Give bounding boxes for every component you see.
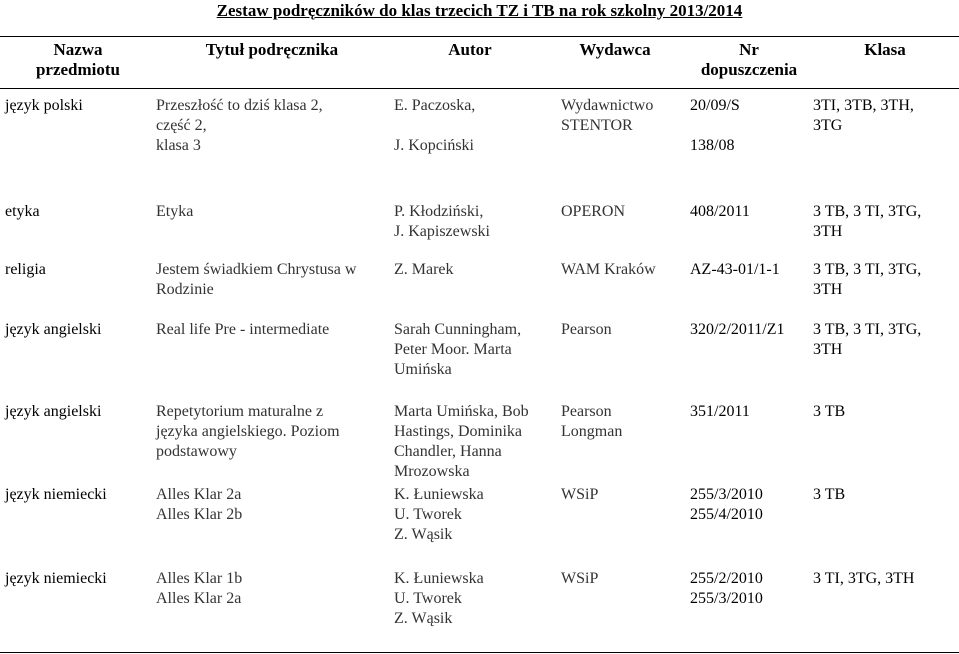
- cell-line: Przeszłość to dziś klasa 2,: [156, 97, 323, 114]
- cell-line: religia: [5, 261, 46, 278]
- cell-line: J. Kopciński: [394, 137, 474, 154]
- header-class: Klasa: [864, 40, 906, 59]
- document-title: Zestaw podręczników do klas trzecich TZ i TB na rok szkolny 2013/2014: [216, 1, 743, 20]
- cell-line: 255/3/2010: [690, 590, 763, 607]
- cell-line: 255/2/2010: [690, 570, 763, 587]
- cell-line: Marta Umińska, Bob: [394, 403, 529, 420]
- cell-line: 320/2/2011/Z1: [690, 321, 785, 338]
- cell-approval: [690, 260, 780, 280]
- cell-line: AZ-43-01/1-1: [690, 261, 780, 278]
- cell-line: U. Tworek: [394, 590, 462, 607]
- cell-subject: [5, 260, 46, 280]
- cell-line: 3 TI, 3TG, 3TH: [813, 570, 915, 587]
- cell-publisher: [561, 485, 598, 505]
- cell-line: języka angielskiego. Poziom: [156, 423, 340, 440]
- cell-publisher: [561, 202, 625, 222]
- cell-approval: [690, 96, 740, 156]
- cell-line: podstawowy: [156, 443, 237, 460]
- cell-approval: [690, 202, 750, 222]
- cell-book: [156, 402, 340, 462]
- cell-approval: [690, 320, 785, 340]
- cell-line: Chandler, Hanna: [394, 443, 502, 460]
- header-author: Autor: [448, 40, 492, 59]
- cell-line: Sarah Cunningham,: [394, 321, 522, 338]
- cell-line: Umińska: [394, 361, 452, 378]
- cell-book: [156, 569, 242, 609]
- cell-line: język angielski: [5, 403, 102, 420]
- cell-book: [156, 320, 329, 340]
- cell-author: [394, 402, 529, 482]
- cell-line: Pearson: [561, 321, 612, 338]
- cell-line: Repetytorium maturalne z: [156, 403, 324, 420]
- cell-line: Alles Klar 2a: [156, 486, 242, 503]
- cell-line: język angielski: [5, 321, 102, 338]
- cell-subject: [5, 402, 101, 422]
- cell-line: 408/2011: [690, 203, 750, 220]
- cell-line: WAM Kraków: [561, 261, 656, 278]
- cell-subject: [5, 320, 101, 340]
- cell-gap: [394, 116, 475, 136]
- cell-book: [156, 202, 193, 222]
- cell-line: część 2,: [156, 117, 207, 134]
- cell-line: etyka: [5, 203, 40, 220]
- cell-author: [394, 569, 484, 629]
- cell-class: [813, 260, 921, 300]
- cell-line: 3TH: [813, 281, 843, 298]
- cell-subject: [5, 96, 83, 116]
- cell-line: Alles Klar 2a: [156, 590, 242, 607]
- cell-line: 3TG: [813, 117, 843, 134]
- header-bottom-border: [0, 88, 959, 89]
- header-publisher: Wydawca: [579, 40, 651, 59]
- header-book: Tytuł podręcznika: [205, 40, 339, 59]
- cell-line: 3 TB, 3 TI, 3TG,: [813, 261, 922, 278]
- cell-line: 3 TB, 3 TI, 3TG,: [813, 203, 922, 220]
- header-approval-line: Nr: [739, 40, 759, 59]
- cell-line: J. Kapiszewski: [394, 223, 490, 240]
- cell-line: STENTOR: [561, 117, 633, 134]
- cell-line: Rodzinie: [156, 281, 214, 298]
- cell-line: 20/09/S: [690, 97, 740, 114]
- cell-publisher: [561, 260, 656, 280]
- cell-line: 3 TB: [813, 403, 846, 420]
- cell-book: [156, 260, 356, 300]
- cell-line: 3TH: [813, 223, 843, 240]
- cell-line: Hastings, Dominika: [394, 423, 522, 440]
- table-bottom-border: [0, 652, 959, 653]
- cell-line: język polski: [5, 97, 83, 114]
- cell-class: [813, 320, 921, 360]
- cell-line: 138/08: [690, 137, 735, 154]
- cell-class: [813, 402, 845, 422]
- cell-line: Real life Pre - intermediate: [156, 321, 330, 338]
- cell-line: WSiP: [561, 486, 599, 503]
- cell-line: Mrozowska: [394, 463, 470, 480]
- header-subject-line: przedmiotu: [35, 60, 121, 79]
- cell-line: Z. Wąsik: [394, 610, 453, 627]
- cell-line: 255/4/2010: [690, 506, 763, 523]
- cell-line: 255/3/2010: [690, 486, 763, 503]
- cell-class: [813, 485, 845, 505]
- cell-approval: [690, 569, 763, 609]
- cell-gap: [690, 116, 740, 136]
- cell-publisher: [561, 402, 622, 442]
- cell-author: [394, 260, 454, 280]
- cell-subject: [5, 485, 107, 505]
- cell-line: Wydawnictwo: [561, 97, 654, 114]
- cell-author: [394, 320, 521, 380]
- header-approval: [684, 40, 814, 80]
- cell-subject: [5, 202, 40, 222]
- cell-line: Alles Klar 1b: [156, 570, 243, 587]
- table-top-border: [0, 36, 959, 37]
- cell-line: Alles Klar 2b: [156, 506, 243, 523]
- cell-line: K. Łuniewska: [394, 486, 484, 503]
- cell-line: OPERON: [561, 203, 626, 220]
- cell-line: Etyka: [156, 203, 194, 220]
- cell-class: [813, 202, 921, 242]
- cell-line: E. Paczoska,: [394, 97, 476, 114]
- header-subject-line: Nazwa: [53, 40, 103, 59]
- cell-line: Z. Wąsik: [394, 526, 453, 543]
- cell-approval: [690, 402, 750, 422]
- cell-line: WSiP: [561, 570, 599, 587]
- cell-line: Z. Marek: [394, 261, 454, 278]
- cell-publisher: [561, 320, 612, 340]
- cell-line: 3TI, 3TB, 3TH,: [813, 97, 914, 114]
- header-approval-line: dopuszczenia: [700, 60, 798, 79]
- cell-class: [813, 96, 914, 136]
- cell-publisher: [561, 569, 598, 589]
- cell-author: [394, 485, 484, 545]
- cell-line: Jestem świadkiem Chrystusa w: [156, 261, 357, 278]
- cell-class: [813, 569, 914, 589]
- cell-book: [156, 485, 242, 525]
- cell-line: język niemiecki: [5, 486, 107, 503]
- header-subject: [18, 40, 138, 80]
- cell-line: K. Łuniewska: [394, 570, 484, 587]
- cell-publisher: [561, 96, 653, 136]
- cell-line: język niemiecki: [5, 570, 107, 587]
- cell-approval: [690, 485, 763, 525]
- cell-author: [394, 96, 475, 156]
- cell-line: 3 TB, 3 TI, 3TG,: [813, 321, 922, 338]
- cell-line: Pearson: [561, 403, 612, 420]
- cell-line: U. Tworek: [394, 506, 462, 523]
- cell-line: P. Kłodziński,: [394, 203, 484, 220]
- cell-line: 3TH: [813, 341, 843, 358]
- cell-book: [156, 96, 323, 156]
- cell-subject: [5, 569, 107, 589]
- cell-line: klasa 3: [156, 137, 201, 154]
- cell-line: 3 TB: [813, 486, 846, 503]
- cell-line: Longman: [561, 423, 623, 440]
- cell-line: 351/2011: [690, 403, 750, 420]
- cell-line: Peter Moor. Marta: [394, 341, 512, 358]
- cell-author: [394, 202, 490, 242]
